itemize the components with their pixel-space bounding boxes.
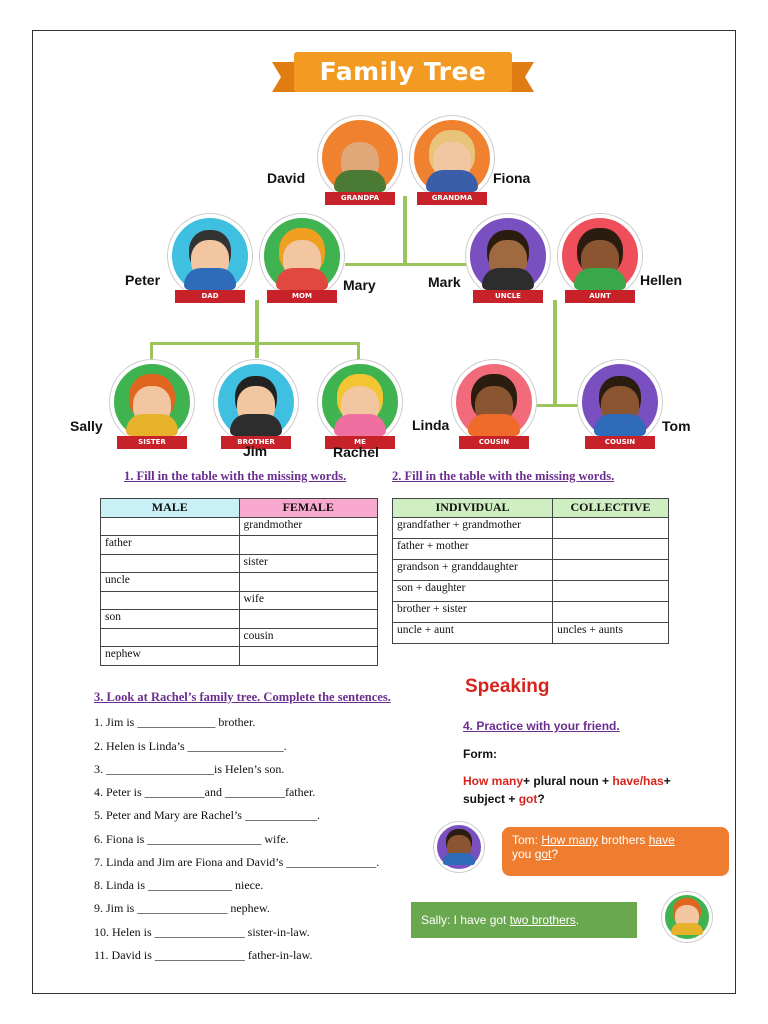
table-cell[interactable] [101,517,240,536]
table-row [101,517,378,536]
table-cell[interactable]: wife [239,591,378,610]
me-name: Rachel [333,444,379,460]
task1-heading: 1. Fill in the table with the missing words. [124,469,347,483]
body-icon [230,414,282,436]
sentence-3: 3. __________________is Helen’s son. [94,762,285,776]
form-part: + [663,774,671,788]
form-part: ? [537,792,545,806]
table-row [101,573,378,592]
bubble-text: you [512,847,535,861]
table-row [393,601,669,622]
table-cell[interactable] [101,591,240,610]
body-icon [468,414,520,436]
aunt-tag: AUNT [565,290,635,303]
table-cell[interactable]: grandmother [239,517,378,536]
sally-speech-bubble [411,902,637,938]
grandma-avatar [410,116,494,200]
male-female-table [100,498,378,666]
body-icon [126,414,178,436]
table-cell[interactable] [553,601,669,622]
grandma-name: Fiona [493,170,531,186]
me-tag: ME [325,436,395,449]
table-cell: brother + sister [393,601,553,622]
vine [150,342,360,345]
speaker-tom: Tom: [512,833,542,847]
sister-avatar [110,360,194,444]
table-cell: uncle + aunt [393,622,553,643]
sentence-7: 7. Linda and Jim are Fiona and David’s _______________. [94,855,380,869]
table-cell[interactable] [553,580,669,601]
cousin-tom-avatar [578,360,662,444]
table-row [101,591,378,610]
body-icon [574,268,626,290]
bubble-text: . [575,913,580,927]
body-icon [443,853,475,865]
bubble-text: brothers [598,833,649,847]
table-cell: grandfather + grandmother [393,517,553,538]
vine [345,263,467,266]
dad-name: Peter [125,272,161,288]
sentence-11: 11. David is _______________ father-in-law. [94,948,313,962]
bubble-text: two brothers [509,913,576,927]
table-cell[interactable] [239,647,378,666]
form-line-2 [463,792,545,806]
table-header-row [393,499,669,518]
table-cell: son + daughter [393,580,553,601]
tom-avatar-small [434,822,484,872]
cousin-tom-tag: COUSIN [585,436,655,449]
table-cell[interactable] [239,536,378,555]
table-cell[interactable]: father [101,536,240,555]
female-header: FEMALE [239,499,378,518]
cousin-linda-tag: COUSIN [459,436,529,449]
sentence-4: 4. Peter is __________and __________father. [94,785,316,799]
form-line-1 [463,774,671,788]
table-cell[interactable] [101,554,240,573]
body-icon [426,170,478,192]
brother-tag: BROTHER [221,436,291,449]
sentence-9: 9. Jim is _______________ nephew. [94,901,270,915]
table-cell[interactable]: uncles + aunts [553,622,669,643]
task2-heading: 2. Fill in the table with the missing words. [392,469,615,483]
sentence-10: 10. Helen is _______________ sister-in-law. [94,925,310,939]
brother-name: Jim [243,443,268,459]
table-cell[interactable] [553,517,669,538]
bubble-text: : I have got [447,913,510,927]
cousin-linda-avatar [452,360,536,444]
sentence-5: 5. Peter and Mary are Rachel’s ____________. [94,808,320,822]
table-row [101,554,378,573]
grandpa-name: David [267,170,306,186]
tom-speech-bubble [502,827,729,876]
mom-name: Mary [343,277,376,293]
table-row [101,536,378,555]
bubble-text: got [534,847,552,861]
table-row [393,580,669,601]
bubble-text: How many [541,833,599,847]
body-icon [334,414,386,436]
mom-tag: MOM [267,290,337,303]
table-row [393,517,669,538]
speaking-title: Speaking [465,676,550,697]
collective-header: COLLECTIVE [553,499,669,518]
table-row [101,647,378,666]
table-cell[interactable] [553,559,669,580]
individual-collective-table [392,498,669,644]
table-cell: grandson + granddaughter [393,559,553,580]
me-avatar [318,360,402,444]
individual-header: INDIVIDUAL [393,499,553,518]
table-row [393,622,669,643]
table-row [393,559,669,580]
uncle-avatar [466,214,550,298]
table-cell[interactable] [239,573,378,592]
table-cell[interactable] [553,538,669,559]
grandpa-avatar [318,116,402,200]
uncle-name: Mark [428,274,461,290]
mom-avatar [260,214,344,298]
male-header: MALE [101,499,240,518]
form-part: have/has [612,774,664,788]
table-cell[interactable]: nephew [101,647,240,666]
dad-tag: DAD [175,290,245,303]
grandpa-tag: GRANDPA [325,192,395,205]
sentence-1: 1. Jim is _____________ brother. [94,715,256,729]
uncle-tag: UNCLE [473,290,543,303]
form-part: + plural noun + [523,774,613,788]
brother-avatar [214,360,298,444]
form-part: got [518,792,538,806]
bubble-text: ? [551,847,559,861]
body-icon [276,268,328,290]
family-tree [0,0,768,470]
cousin-tom-name: Tom [662,418,691,434]
cousin-linda-name: Linda [412,417,450,433]
page-title: Family Tree [294,52,512,92]
body-icon [482,268,534,290]
form-part: How many [463,774,524,788]
speaker-sally: Sally [421,913,448,927]
task3-heading: 3. Look at Rachel’s family tree. Complete the sentences. [94,690,391,704]
dad-avatar [168,214,252,298]
task4-heading: 4. Practice with your friend. [463,719,620,733]
table-cell[interactable]: cousin [239,628,378,647]
table-row [101,610,378,629]
table-cell[interactable]: uncle [101,573,240,592]
vine [403,196,407,266]
table-header-row [101,499,378,518]
aunt-name: Hellen [640,272,683,288]
sentence-8: 8. Linda is ______________ niece. [94,878,264,892]
sally-avatar-small [662,892,712,942]
table-row [101,628,378,647]
body-icon [594,414,646,436]
form-part: subject + [463,792,519,806]
vine [553,300,557,405]
sentence-2: 2. Helen is Linda’s ________________. [94,739,287,753]
aunt-avatar [558,214,642,298]
sister-name: Sally [70,418,103,434]
bubble-text: have [648,833,675,847]
table-cell[interactable] [239,610,378,629]
table-cell[interactable]: sister [239,554,378,573]
grandma-tag: GRANDMA [417,192,487,205]
sentence-6: 6. Fiona is ___________________ wife. [94,832,289,846]
table-cell: father + mother [393,538,553,559]
body-icon [184,268,236,290]
form-label: Form: [463,747,497,761]
table-row [393,538,669,559]
table-cell[interactable]: son [101,610,240,629]
body-icon [671,923,703,935]
body-icon [334,170,386,192]
vine [255,300,259,358]
sister-tag: SISTER [117,436,187,449]
table-cell[interactable] [101,628,240,647]
